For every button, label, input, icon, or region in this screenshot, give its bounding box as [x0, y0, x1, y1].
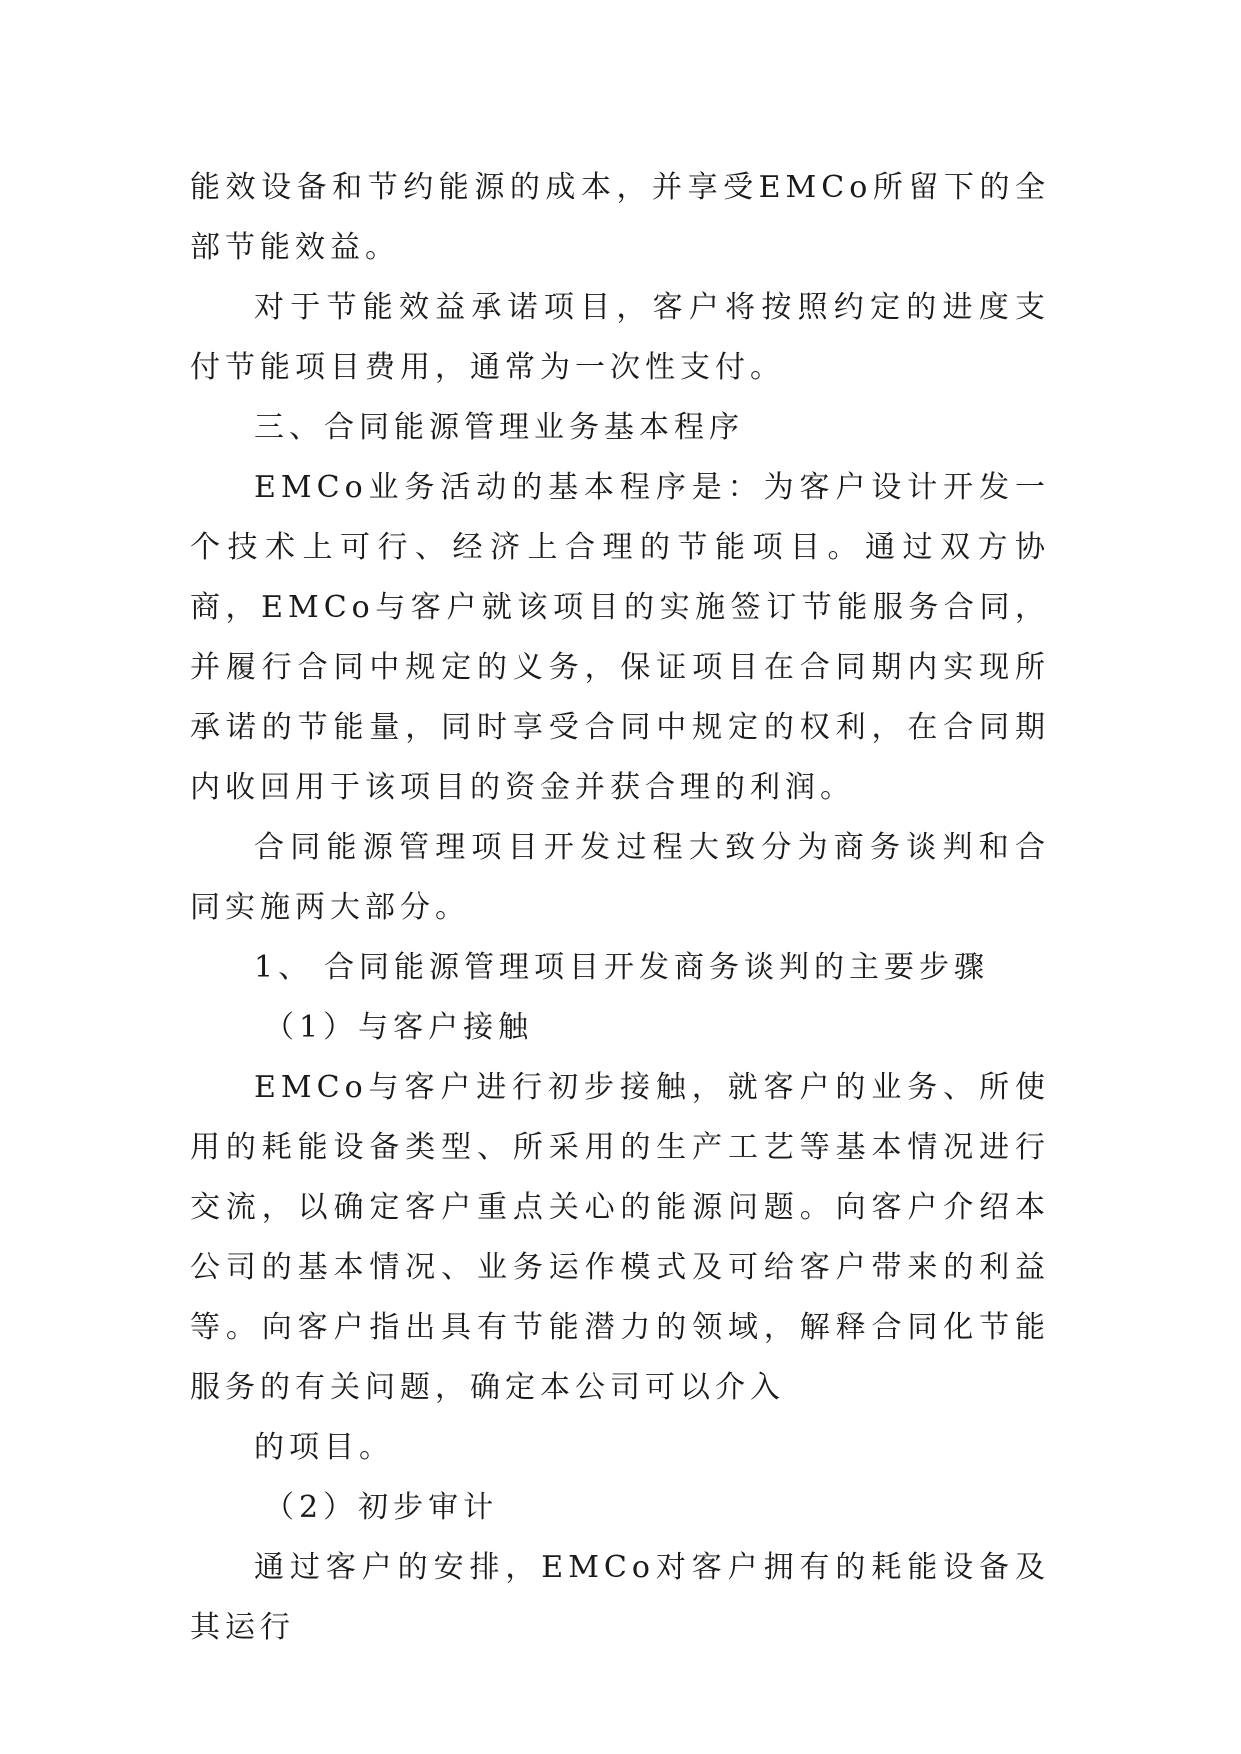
paragraph-tail: 的项目。: [254, 1430, 394, 1465]
step-heading-1: [190, 938, 1050, 998]
paragraph-benefit-sharing-end: 能效设备和节约能源的成本，并享受EMCo所留下的全部节能效益。: [190, 170, 1050, 265]
document-page: [190, 158, 1050, 1658]
subheading-number: （2）: [264, 1490, 359, 1525]
section-number: 三、: [254, 410, 324, 445]
subheading-title: 初步审计: [358, 1490, 499, 1525]
subheading-contact-client: [190, 998, 1050, 1058]
paragraph-audit: 通过客户的安排，EMCo对客户拥有的耗能设备及其运行: [190, 1550, 1050, 1645]
section-title: 合同能源管理业务基本程序: [324, 410, 744, 445]
subheading-number: （1）: [264, 1010, 359, 1045]
paragraph-guarantee-payment: 对于节能效益承诺项目，客户将按照约定的进度支付节能项目费用，通常为一次性支付。: [190, 290, 1050, 385]
step-number: 1、: [254, 950, 314, 985]
paragraph-basic-procedure: EMCo业务活动的基本程序是：为客户设计开发一个技术上可行、经济上合理的节能项目。通过双方协商，EMCo与客户就该项目的实施签订节能服务合同，并履行合同中规定的义务，保证项目在合同期内实现所承诺的节能量，同时享受合同中规定的权利，在合同期内收回用于该项目的资金并获合理的利润。: [190, 470, 1050, 805]
paragraph-development-parts: 合同能源管理项目开发过程大致分为商务谈判和合同实施两大部分。: [190, 830, 1050, 925]
section-heading-3: [190, 398, 1050, 458]
paragraph-initial-contact: EMCo与客户进行初步接触，就客户的业务、所使用的耗能设备类型、所采用的生产工艺等基本情况进行交流，以确定客户重点关心的能源问题。向客户介绍本公司的基本情况、业务运作模式及可给客户带来的利益等。向客户指出具有节能潜力的领域，解释合同化节能服务的有关问题，确定本公司可以介入: [190, 1070, 1050, 1405]
subheading-title: 与客户接触: [358, 1010, 534, 1045]
subheading-initial-audit: [190, 1478, 1050, 1538]
step-title: 合同能源管理项目开发商务谈判的主要步骤: [324, 950, 989, 985]
